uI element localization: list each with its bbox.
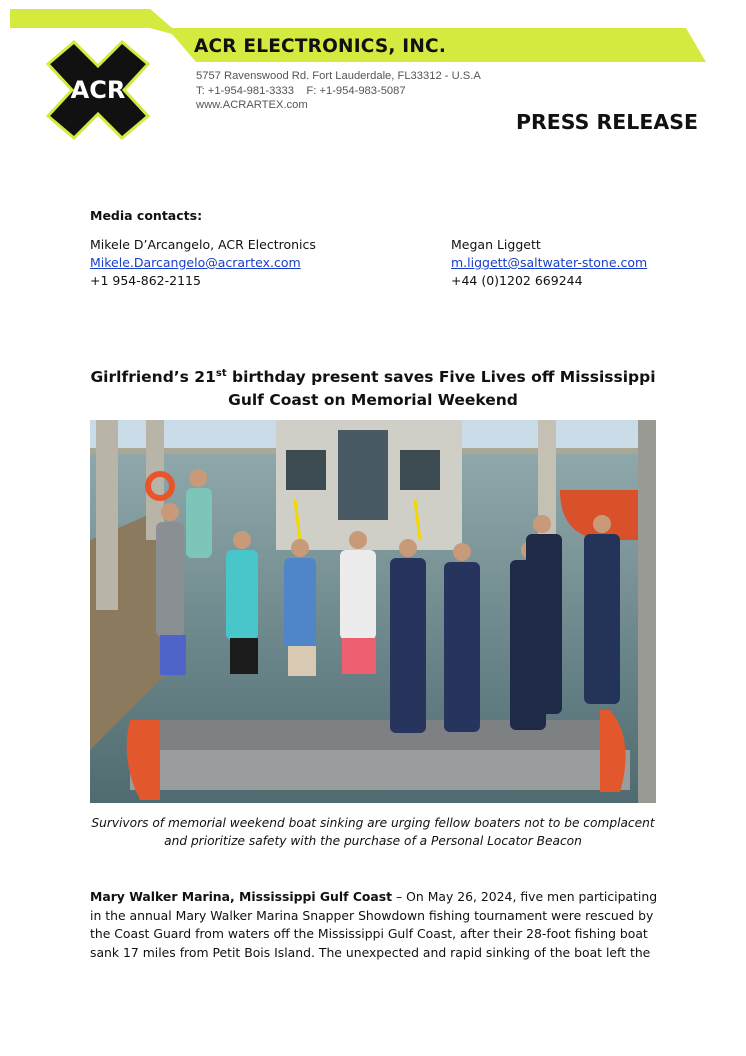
company-name: ACR ELECTRONICS, INC.	[194, 36, 447, 57]
caption-line-1: Survivors of memorial weekend boat sinking are urging fellow boaters not to be complacent	[91, 816, 655, 830]
contact-right	[451, 236, 647, 290]
logo-text: ACR	[70, 76, 126, 104]
photo-caption	[70, 814, 676, 850]
headline	[60, 366, 686, 412]
phone-line: T: +1-954-981-3333 F: +1-954-983-5087	[196, 84, 406, 97]
contact-left-email-link[interactable]: Mikele.Darcangelo@acrartex.com	[90, 255, 301, 270]
website-line: www.ACRARTEX.com	[196, 99, 308, 111]
group-on-boat-photo	[90, 420, 656, 803]
contact-right-name: Megan Liggett	[451, 237, 541, 252]
headline-part-2: birthday present saves Five Lives off Mississippi	[226, 368, 656, 386]
body-paragraph	[90, 888, 660, 962]
contact-left-phone: +1 954-862-2115	[90, 273, 201, 288]
body-dateline: Mary Walker Marina, Mississippi Gulf Coast	[90, 889, 393, 904]
contact-right-email-link[interactable]: m.liggett@saltwater-stone.com	[451, 255, 648, 270]
caption-line-2: and prioritize safety with the purchase of a Personal Locator Beacon	[164, 834, 582, 848]
company-address-block	[196, 69, 481, 113]
acr-logo-icon	[46, 40, 150, 140]
lime-stripe-top	[10, 9, 172, 28]
headline-line-1	[60, 366, 686, 389]
headline-part-1: Girlfriend’s 21	[90, 368, 216, 386]
headline-line-2: Gulf Coast on Memorial Weekend	[228, 391, 518, 409]
address-line: 5757 Ravenswood Rd. Fort Lauderdale, FL33312 - U.S.A	[196, 70, 481, 82]
contact-right-phone: +44 (0)1202 669244	[451, 273, 583, 288]
contact-left	[90, 236, 316, 290]
headline-superscript: st	[215, 368, 227, 379]
contact-left-name: Mikele D’Arcangelo, ACR Electronics	[90, 237, 316, 252]
media-contacts-title: Media contacts:	[90, 208, 203, 223]
press-release-title: PRESS RELEASE	[515, 110, 698, 134]
body-text: – On May 26, 2024, five men participating in the annual Mary Walker Marina Snapper Showdown fishing tournament were rescued by the Coast Guard from waters off the Mississippi Gulf Coast, after their 28-foot fishing boat sank 17 miles from Petit Bois Island. The unexpected and rapid sinking of the boat left the	[90, 889, 658, 960]
